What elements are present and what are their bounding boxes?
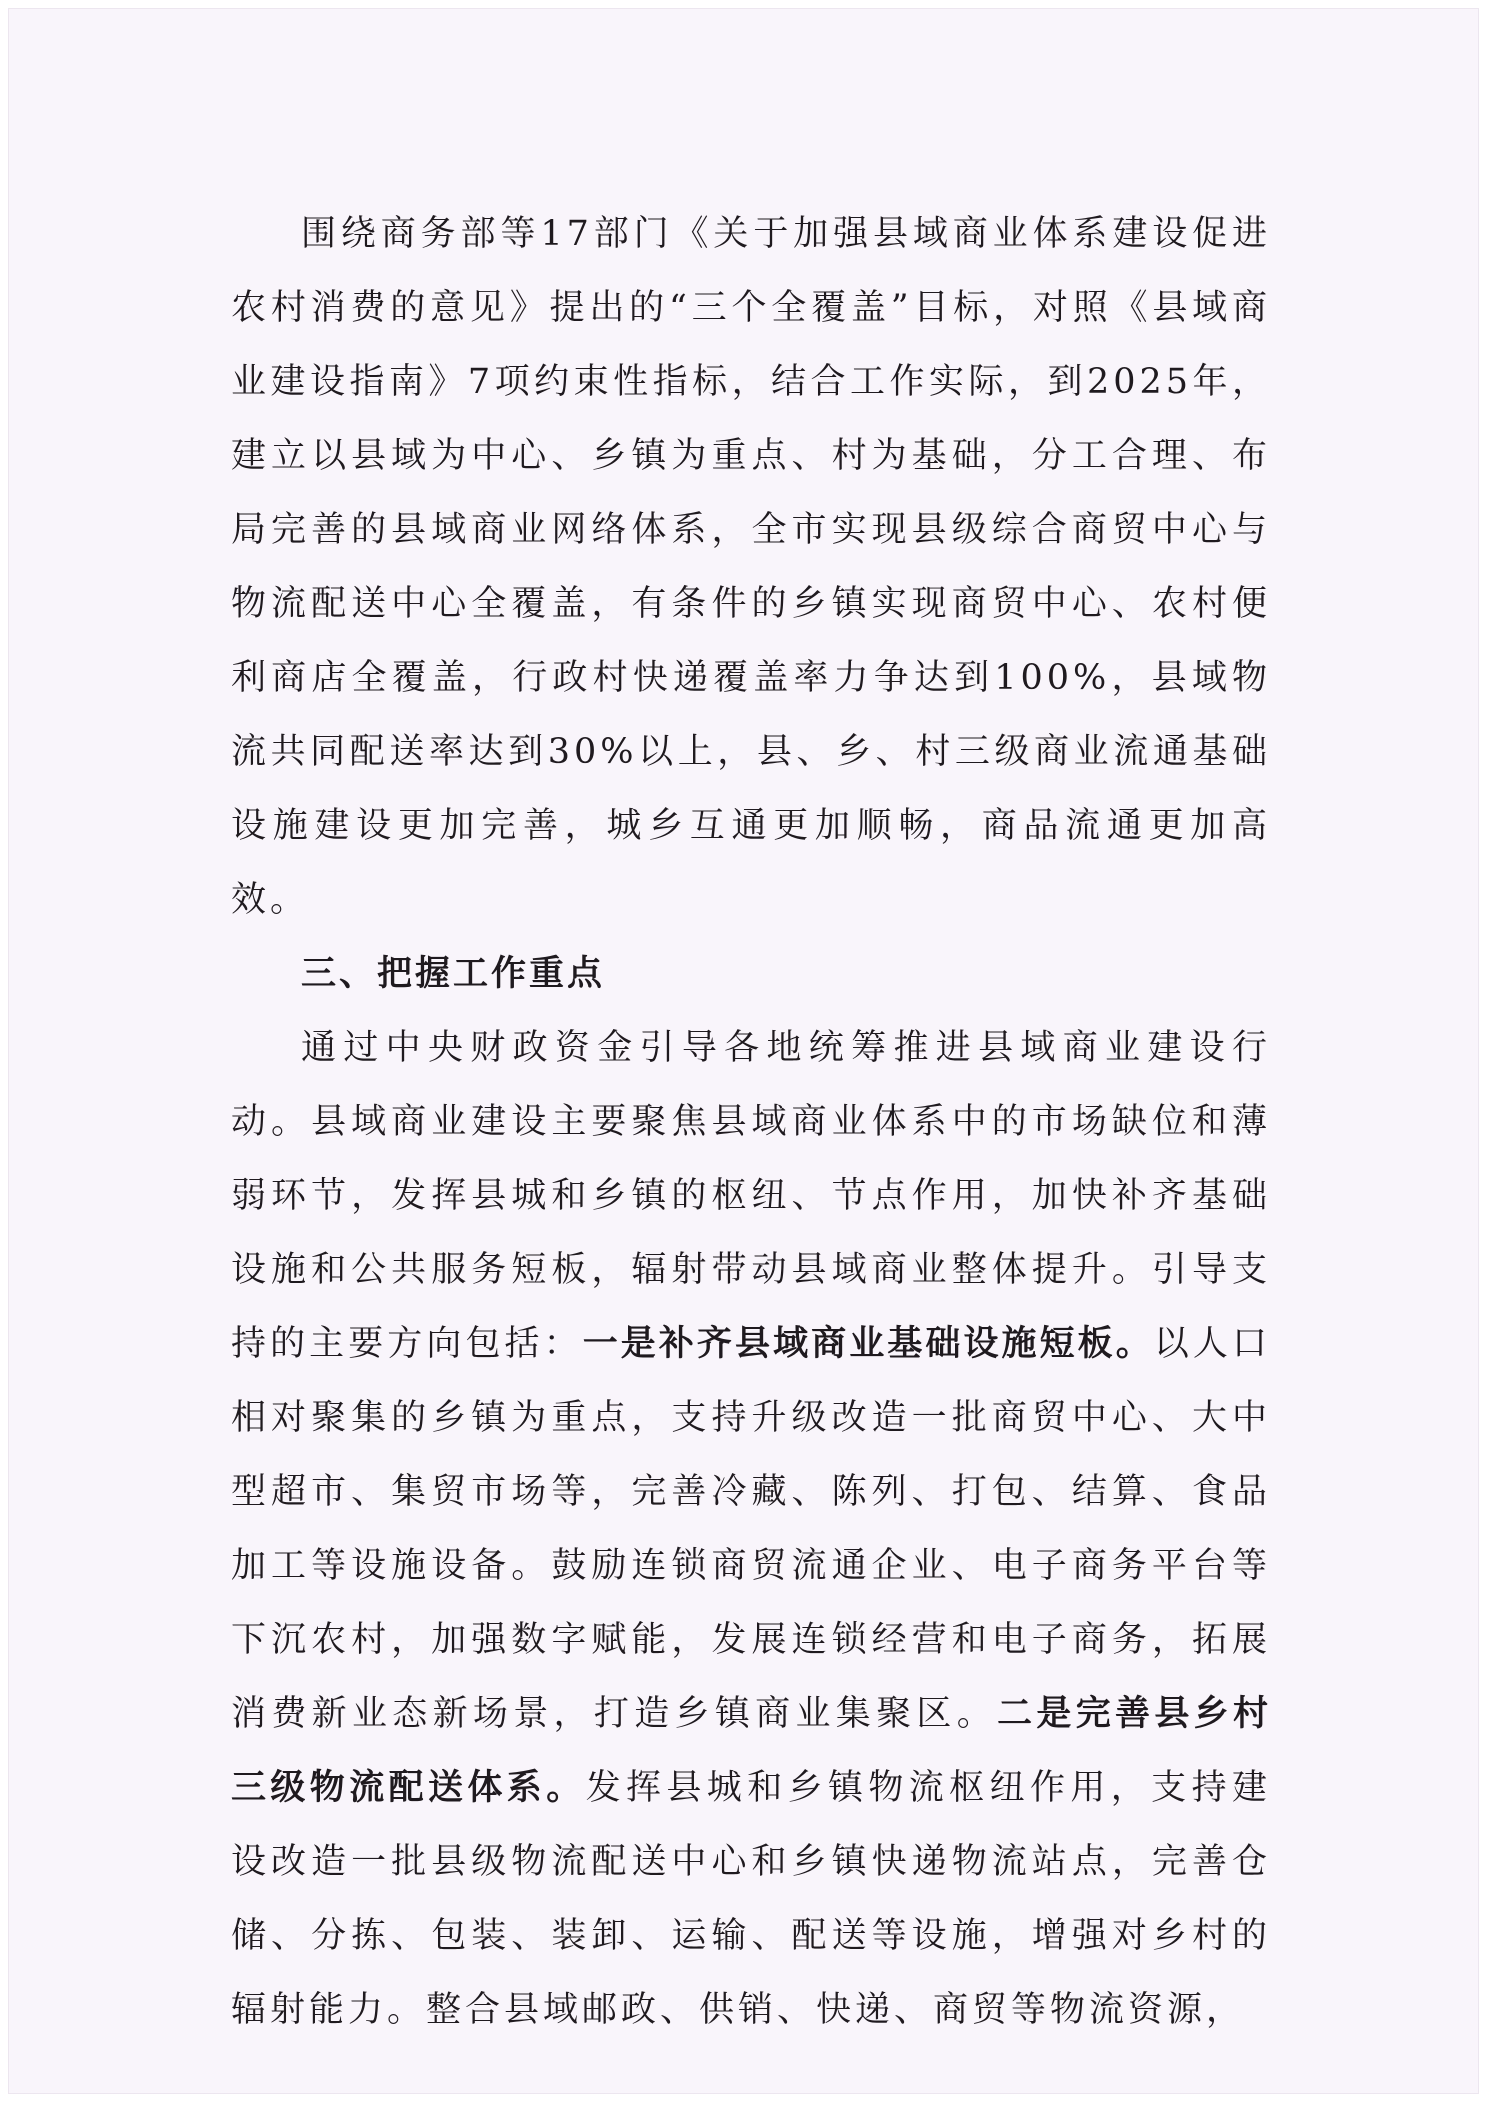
paragraph-text-3: 发挥县城和乡镇物流枢纽作用，支持建设改造一批县级物流配送中心和乡镇快递物流站点，完善仓储、分拣、包装、装卸、运输、配送等设施，增强对乡村的辐射能力。整合县域邮政、供销、快递、商贸等物流资源， bbox=[231, 1768, 1271, 2030]
document-page bbox=[8, 8, 1479, 2094]
paragraph-text-2: 以人口相对聚集的乡镇为重点，支持升级改造一批商贸中心、大中型超市、集贸市场等，完善冷藏、陈列、打包、结算、食品加工等设施设备。鼓励连锁商贸流通企业、电子商务平台等下沉农村，加强数字赋能，发展连锁经营和电子商务，拓展消费新业态新场景，打造乡镇商业集聚区。 bbox=[231, 1324, 1271, 1734]
paragraph-text-1: 通过中央财政资金引导各地统筹推进县域商业建设行动。县域商业建设主要聚焦县域商业体系中的市场缺位和薄弱环节，发挥县城和乡镇的枢纽、节点作用，加快补齐基础设施和公共服务短板，辐射带动县域商业整体提升。引导支持的主要方向包括： bbox=[231, 1028, 1271, 1364]
document-body bbox=[231, 197, 1271, 2047]
bold-point-2: 二是完善县乡村三级物流配送体系。 bbox=[231, 1694, 1271, 1808]
paragraph-goals: 围绕商务部等17部门《关于加强县域商业体系建设促进农村消费的意见》提出的“三个全覆盖”目标，对照《县域商业建设指南》7项约束性指标，结合工作实际，到2025年，建立以县域为中心、乡镇为重点、村为基础，分工合理、布局完善的县域商业网络体系，全市实现县级综合商贸中心与物流配送中心全覆盖，有条件的乡镇实现商贸中心、农村便利商店全覆盖，行政村快递覆盖率力争达到100%，县域物流共同配送率达到30%以上，县、乡、村三级商业流通基础设施建设更加完善，城乡互通更加顺畅，商品流通更加高效。 bbox=[231, 214, 1271, 920]
section-heading-3: 三、把握工作重点 bbox=[301, 954, 606, 994]
paragraph-key-work bbox=[231, 1011, 1271, 2047]
bold-point-1: 一是补齐县域商业基础设施短板。 bbox=[582, 1324, 1154, 1364]
